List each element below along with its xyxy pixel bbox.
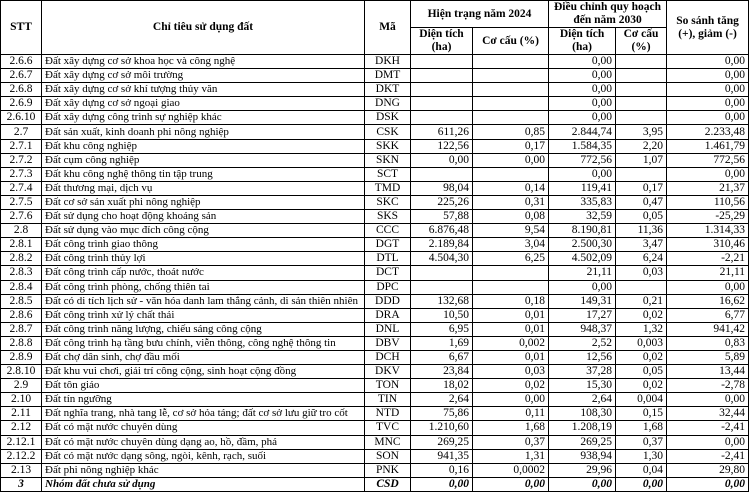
cell-area-2024: 10,50 <box>411 308 473 322</box>
cell-indicator: Đất xây dựng cơ sở ngoại giao <box>42 97 365 111</box>
cell-stt: 3 <box>1 477 42 491</box>
cell-compare: 0,83 <box>667 336 749 350</box>
cell-compare: 16,62 <box>667 294 749 308</box>
cell-indicator: Đất công trình cấp nước, thoát nước <box>42 266 365 280</box>
cell-stt: 2.9 <box>1 379 42 393</box>
cell-area-2024 <box>411 280 473 294</box>
cell-compare: 110,56 <box>667 195 749 209</box>
cell-compare: 941,42 <box>667 322 749 336</box>
cell-indicator: Đất xây dựng cơ sở khoa học và công nghệ <box>42 55 365 69</box>
cell-code: DCH <box>365 350 411 364</box>
cell-stt: 2.8.5 <box>1 294 42 308</box>
cell-structure-2024: 0,01 <box>473 308 549 322</box>
header-indicator: Chỉ tiêu sử dụng đất <box>42 1 365 55</box>
cell-indicator: Đất chợ dân sinh, chợ đầu mối <box>42 350 365 364</box>
cell-indicator: Đất nghĩa trang, nhà tang lễ, cơ sở hỏa táng; đất cơ sở lưu giữ tro cốt <box>42 407 365 421</box>
cell-structure-2024: 6,25 <box>473 252 549 266</box>
table-row <box>1 477 749 491</box>
cell-compare: 21,11 <box>667 266 749 280</box>
cell-compare: 0,00 <box>667 83 749 97</box>
cell-area-2024: 1.210,60 <box>411 421 473 435</box>
header-structure-2030: Cơ cấu (%) <box>616 28 667 55</box>
cell-compare: 29,80 <box>667 463 749 477</box>
cell-indicator: Đất tín ngưỡng <box>42 393 365 407</box>
cell-indicator: Đất cụm công nghiệp <box>42 153 365 167</box>
cell-structure-2030: 0,02 <box>616 350 667 364</box>
table-row <box>1 69 749 83</box>
cell-compare: -2,78 <box>667 379 749 393</box>
cell-structure-2030: 0,05 <box>616 210 667 224</box>
cell-code: TON <box>365 379 411 393</box>
cell-structure-2024: 0,002 <box>473 336 549 350</box>
cell-stt: 2.7.6 <box>1 210 42 224</box>
cell-structure-2024 <box>473 167 549 181</box>
cell-stt: 2.8 <box>1 224 42 238</box>
cell-area-2030: 0,00 <box>549 97 616 111</box>
cell-compare: -25,29 <box>667 210 749 224</box>
cell-structure-2030 <box>616 83 667 97</box>
cell-area-2024: 269,25 <box>411 435 473 449</box>
cell-stt: 2.7.5 <box>1 195 42 209</box>
cell-indicator: Đất khu vui chơi, giải trí công cộng, sinh hoạt cộng đồng <box>42 365 365 379</box>
cell-structure-2030 <box>616 55 667 69</box>
cell-compare: 21,37 <box>667 181 749 195</box>
table-row <box>1 322 749 336</box>
table-row <box>1 350 749 364</box>
cell-indicator: Đất tôn giáo <box>42 379 365 393</box>
table-row <box>1 111 749 125</box>
cell-structure-2024: 3,04 <box>473 238 549 252</box>
cell-compare: 13,44 <box>667 365 749 379</box>
cell-stt: 2.8.2 <box>1 252 42 266</box>
cell-area-2024: 132,68 <box>411 294 473 308</box>
cell-structure-2030: 0,37 <box>616 435 667 449</box>
cell-structure-2024: 0,11 <box>473 407 549 421</box>
cell-stt: 2.8.9 <box>1 350 42 364</box>
cell-stt: 2.12.2 <box>1 449 42 463</box>
cell-structure-2024: 0,14 <box>473 181 549 195</box>
cell-area-2030: 269,25 <box>549 435 616 449</box>
cell-structure-2024: 1,31 <box>473 449 549 463</box>
cell-structure-2024 <box>473 55 549 69</box>
cell-area-2030: 15,30 <box>549 379 616 393</box>
cell-code: CCC <box>365 224 411 238</box>
table-row <box>1 365 749 379</box>
cell-stt: 2.8.3 <box>1 266 42 280</box>
cell-indicator: Đất sử dụng vào mục đích công cộng <box>42 224 365 238</box>
cell-area-2024 <box>411 83 473 97</box>
cell-code: DDD <box>365 294 411 308</box>
cell-stt: 2.11 <box>1 407 42 421</box>
cell-code: DSK <box>365 111 411 125</box>
cell-area-2030: 938,94 <box>549 449 616 463</box>
table-row <box>1 294 749 308</box>
cell-stt: 2.7.1 <box>1 139 42 153</box>
table-row <box>1 97 749 111</box>
cell-area-2030: 2.844,74 <box>549 125 616 139</box>
cell-area-2030: 0,00 <box>549 477 616 491</box>
table-row <box>1 238 749 252</box>
cell-stt: 2.6.9 <box>1 97 42 111</box>
cell-stt: 2.6.7 <box>1 69 42 83</box>
cell-compare: 0,00 <box>667 477 749 491</box>
cell-stt: 2.8.4 <box>1 280 42 294</box>
cell-structure-2024 <box>473 83 549 97</box>
cell-compare: 0,00 <box>667 69 749 83</box>
cell-area-2030: 948,37 <box>549 322 616 336</box>
cell-area-2024 <box>411 266 473 280</box>
header-code: Mã <box>365 1 411 55</box>
cell-indicator: Đất công trình năng lượng, chiếu sáng công cộng <box>42 322 365 336</box>
header-stt: STT <box>1 1 42 55</box>
cell-indicator: Đất sử dụng cho hoạt động khoáng sản <box>42 210 365 224</box>
cell-code: PNK <box>365 463 411 477</box>
cell-area-2030: 4.502,09 <box>549 252 616 266</box>
table-row <box>1 336 749 350</box>
cell-code: NTD <box>365 407 411 421</box>
table-row <box>1 125 749 139</box>
cell-stt: 2.7 <box>1 125 42 139</box>
cell-compare: 0,00 <box>667 97 749 111</box>
cell-area-2030: 2.500,30 <box>549 238 616 252</box>
table-row <box>1 252 749 266</box>
cell-code: SCT <box>365 167 411 181</box>
table-row <box>1 379 749 393</box>
cell-area-2024: 0,16 <box>411 463 473 477</box>
cell-structure-2024: 0,01 <box>473 322 549 336</box>
cell-area-2024: 98,04 <box>411 181 473 195</box>
cell-structure-2030 <box>616 280 667 294</box>
cell-stt: 2.12 <box>1 421 42 435</box>
cell-indicator: Đất công trình xử lý chất thải <box>42 308 365 322</box>
cell-structure-2030: 2,20 <box>616 139 667 153</box>
cell-structure-2024 <box>473 97 549 111</box>
cell-stt: 2.6.8 <box>1 83 42 97</box>
cell-compare: 0,00 <box>667 111 749 125</box>
cell-structure-2030: 0,003 <box>616 336 667 350</box>
cell-code: DMT <box>365 69 411 83</box>
cell-code: TVC <box>365 421 411 435</box>
table-row <box>1 224 749 238</box>
cell-structure-2024: 0,37 <box>473 435 549 449</box>
table-row <box>1 435 749 449</box>
cell-structure-2024: 0,03 <box>473 365 549 379</box>
table-row <box>1 210 749 224</box>
cell-structure-2024: 0,00 <box>473 153 549 167</box>
table-body <box>1 55 749 492</box>
cell-structure-2024: 0,02 <box>473 379 549 393</box>
table-row <box>1 181 749 195</box>
cell-area-2024 <box>411 97 473 111</box>
cell-area-2024: 941,35 <box>411 449 473 463</box>
cell-code: DKT <box>365 83 411 97</box>
cell-structure-2030: 0,15 <box>616 407 667 421</box>
cell-indicator: Đất khu công nghiệp <box>42 139 365 153</box>
cell-area-2030: 21,11 <box>549 266 616 280</box>
cell-structure-2024: 0,00 <box>473 393 549 407</box>
cell-indicator: Đất khu công nghệ thông tin tập trung <box>42 167 365 181</box>
cell-structure-2030: 1,68 <box>616 421 667 435</box>
cell-indicator: Đất xây dựng cơ sở khí tượng thủy văn <box>42 83 365 97</box>
cell-code: DKV <box>365 365 411 379</box>
cell-structure-2024: 0,00 <box>473 477 549 491</box>
header-area-2024: Diện tích (ha) <box>411 28 473 55</box>
cell-structure-2030: 11,36 <box>616 224 667 238</box>
cell-compare: 0,00 <box>667 393 749 407</box>
cell-area-2024: 122,56 <box>411 139 473 153</box>
table-row <box>1 153 749 167</box>
table-row <box>1 83 749 97</box>
cell-area-2024 <box>411 167 473 181</box>
cell-code: DGT <box>365 238 411 252</box>
cell-stt: 2.7.3 <box>1 167 42 181</box>
cell-indicator: Đất phi nông nghiệp khác <box>42 463 365 477</box>
cell-area-2030: 149,31 <box>549 294 616 308</box>
cell-compare: 772,56 <box>667 153 749 167</box>
cell-area-2030: 1.208,19 <box>549 421 616 435</box>
cell-structure-2030 <box>616 69 667 83</box>
cell-stt: 2.12.1 <box>1 435 42 449</box>
header-compare: So sánh tăng (+), giảm (-) <box>667 1 749 55</box>
cell-area-2024: 2.189,84 <box>411 238 473 252</box>
cell-area-2024 <box>411 55 473 69</box>
cell-compare: -2,41 <box>667 421 749 435</box>
header-area-2030: Diện tích (ha) <box>549 28 616 55</box>
table-row <box>1 55 749 69</box>
cell-code: DBV <box>365 336 411 350</box>
cell-area-2024 <box>411 111 473 125</box>
cell-structure-2030 <box>616 97 667 111</box>
cell-area-2024: 4.504,30 <box>411 252 473 266</box>
cell-area-2030: 0,00 <box>549 83 616 97</box>
cell-area-2030: 0,00 <box>549 69 616 83</box>
table-row <box>1 167 749 181</box>
cell-area-2030: 772,56 <box>549 153 616 167</box>
cell-area-2024: 0,00 <box>411 153 473 167</box>
cell-area-2030: 1.584,35 <box>549 139 616 153</box>
cell-structure-2024 <box>473 111 549 125</box>
table-row <box>1 421 749 435</box>
cell-structure-2024 <box>473 266 549 280</box>
cell-structure-2030: 3,95 <box>616 125 667 139</box>
cell-stt: 2.8.8 <box>1 336 42 350</box>
cell-structure-2030: 0,04 <box>616 463 667 477</box>
cell-structure-2030: 0,02 <box>616 308 667 322</box>
cell-area-2024: 611,26 <box>411 125 473 139</box>
cell-compare: 0,00 <box>667 167 749 181</box>
cell-compare: 0,00 <box>667 55 749 69</box>
cell-structure-2030: 1,32 <box>616 322 667 336</box>
cell-code: SON <box>365 449 411 463</box>
cell-stt: 2.8.10 <box>1 365 42 379</box>
cell-structure-2030: 0,004 <box>616 393 667 407</box>
cell-area-2024: 18,02 <box>411 379 473 393</box>
cell-area-2024: 57,88 <box>411 210 473 224</box>
cell-code: SKK <box>365 139 411 153</box>
cell-indicator: Nhóm đất chưa sử dụng <box>42 477 365 491</box>
cell-structure-2030: 3,47 <box>616 238 667 252</box>
cell-indicator: Đất xây dựng công trình sự nghiệp khác <box>42 111 365 125</box>
cell-area-2030: 335,83 <box>549 195 616 209</box>
cell-code: CSK <box>365 125 411 139</box>
cell-indicator: Đất công trình phòng, chống thiên tai <box>42 280 365 294</box>
cell-compare: 310,46 <box>667 238 749 252</box>
cell-stt: 2.7.4 <box>1 181 42 195</box>
cell-area-2030: 37,28 <box>549 365 616 379</box>
cell-code: MNC <box>365 435 411 449</box>
cell-structure-2024: 0,31 <box>473 195 549 209</box>
cell-code: DCT <box>365 266 411 280</box>
cell-area-2030: 119,41 <box>549 181 616 195</box>
cell-structure-2030: 0,00 <box>616 477 667 491</box>
cell-structure-2024 <box>473 280 549 294</box>
cell-area-2024: 1,69 <box>411 336 473 350</box>
cell-compare: 0,00 <box>667 435 749 449</box>
cell-indicator: Đất có di tích lịch sử - văn hóa danh lam thắng cảnh, di sản thiên nhiên <box>42 294 365 308</box>
cell-code: DNG <box>365 97 411 111</box>
cell-code: CSD <box>365 477 411 491</box>
cell-code: TIN <box>365 393 411 407</box>
cell-structure-2024: 0,08 <box>473 210 549 224</box>
cell-area-2024: 0,00 <box>411 477 473 491</box>
cell-structure-2030: 0,21 <box>616 294 667 308</box>
cell-structure-2030 <box>616 167 667 181</box>
table-row <box>1 449 749 463</box>
cell-area-2030: 2,64 <box>549 393 616 407</box>
cell-indicator: Đất có mặt nước chuyên dùng dạng ao, hồ, đầm, phá <box>42 435 365 449</box>
table-row <box>1 407 749 421</box>
header-current-2024: Hiện trạng năm 2024 <box>411 1 549 28</box>
cell-area-2030: 32,59 <box>549 210 616 224</box>
cell-structure-2030: 6,24 <box>616 252 667 266</box>
cell-compare: -2,21 <box>667 252 749 266</box>
cell-stt: 2.10 <box>1 393 42 407</box>
cell-indicator: Đất công trình thủy lợi <box>42 252 365 266</box>
cell-indicator: Đất xây dựng cơ sở môi trường <box>42 69 365 83</box>
cell-structure-2024: 0,85 <box>473 125 549 139</box>
table-row <box>1 308 749 322</box>
cell-indicator: Đất thương mại, dịch vụ <box>42 181 365 195</box>
cell-structure-2024: 0,18 <box>473 294 549 308</box>
cell-structure-2030: 0,03 <box>616 266 667 280</box>
cell-structure-2030: 0,05 <box>616 365 667 379</box>
cell-area-2024: 225,26 <box>411 195 473 209</box>
table-row <box>1 393 749 407</box>
cell-area-2030: 108,30 <box>549 407 616 421</box>
cell-structure-2030: 0,02 <box>616 379 667 393</box>
cell-area-2024: 2,64 <box>411 393 473 407</box>
table-row <box>1 139 749 153</box>
cell-stt: 2.7.2 <box>1 153 42 167</box>
cell-stt: 2.8.6 <box>1 308 42 322</box>
cell-area-2030: 8.190,81 <box>549 224 616 238</box>
cell-area-2030: 29,96 <box>549 463 616 477</box>
cell-structure-2024: 1,68 <box>473 421 549 435</box>
cell-area-2030: 0,00 <box>549 111 616 125</box>
cell-compare: 5,89 <box>667 350 749 364</box>
cell-structure-2024 <box>473 69 549 83</box>
table-row <box>1 463 749 477</box>
cell-stt: 2.8.7 <box>1 322 42 336</box>
cell-area-2024 <box>411 69 473 83</box>
table-row <box>1 266 749 280</box>
cell-structure-2030: 1,07 <box>616 153 667 167</box>
cell-compare: 2.233,48 <box>667 125 749 139</box>
cell-code: DPC <box>365 280 411 294</box>
cell-structure-2030: 1,30 <box>616 449 667 463</box>
cell-structure-2024: 0,01 <box>473 350 549 364</box>
cell-code: DNL <box>365 322 411 336</box>
cell-area-2030: 0,00 <box>549 55 616 69</box>
cell-structure-2024: 0,17 <box>473 139 549 153</box>
cell-indicator: Đất có mặt nước chuyên dùng <box>42 421 365 435</box>
cell-stt: 2.6.6 <box>1 55 42 69</box>
cell-structure-2024: 0,0002 <box>473 463 549 477</box>
cell-indicator: Đất công trình hạ tầng bưu chính, viễn thông, công nghệ thông tin <box>42 336 365 350</box>
cell-compare: -2,41 <box>667 449 749 463</box>
header-structure-2024: Cơ cấu (%) <box>473 28 549 55</box>
cell-compare: 0,00 <box>667 280 749 294</box>
cell-code: TMD <box>365 181 411 195</box>
cell-code: DKH <box>365 55 411 69</box>
cell-structure-2030: 0,17 <box>616 181 667 195</box>
cell-area-2030: 0,00 <box>549 167 616 181</box>
cell-compare: 1.314,33 <box>667 224 749 238</box>
header-plan-2030: Điều chỉnh quy hoạch đến năm 2030 <box>549 1 667 28</box>
cell-area-2024: 6,67 <box>411 350 473 364</box>
cell-stt: 2.8.1 <box>1 238 42 252</box>
cell-structure-2024: 9,54 <box>473 224 549 238</box>
cell-code: DTL <box>365 252 411 266</box>
cell-area-2030: 12,56 <box>549 350 616 364</box>
cell-stt: 2.6.10 <box>1 111 42 125</box>
cell-indicator: Đất sản xuất, kinh doanh phi nông nghiệp <box>42 125 365 139</box>
cell-area-2024: 6,95 <box>411 322 473 336</box>
cell-indicator: Đất cơ sở sản xuất phi nông nghiệp <box>42 195 365 209</box>
cell-compare: 1.461,79 <box>667 139 749 153</box>
table-row <box>1 280 749 294</box>
cell-compare: 6,77 <box>667 308 749 322</box>
table-row <box>1 195 749 209</box>
cell-code: SKC <box>365 195 411 209</box>
cell-indicator: Đất có mặt nước dạng sông, ngòi, kênh, rạch, suối <box>42 449 365 463</box>
cell-code: SKS <box>365 210 411 224</box>
cell-area-2024: 75,86 <box>411 407 473 421</box>
cell-indicator: Đất công trình giao thông <box>42 238 365 252</box>
cell-area-2024: 23,84 <box>411 365 473 379</box>
cell-area-2030: 0,00 <box>549 280 616 294</box>
cell-structure-2030 <box>616 111 667 125</box>
cell-code: DRA <box>365 308 411 322</box>
cell-compare: 32,44 <box>667 407 749 421</box>
cell-area-2030: 2,52 <box>549 336 616 350</box>
cell-stt: 2.13 <box>1 463 42 477</box>
cell-area-2030: 17,27 <box>549 308 616 322</box>
cell-code: SKN <box>365 153 411 167</box>
cell-structure-2030: 0,47 <box>616 195 667 209</box>
cell-area-2024: 6.876,48 <box>411 224 473 238</box>
